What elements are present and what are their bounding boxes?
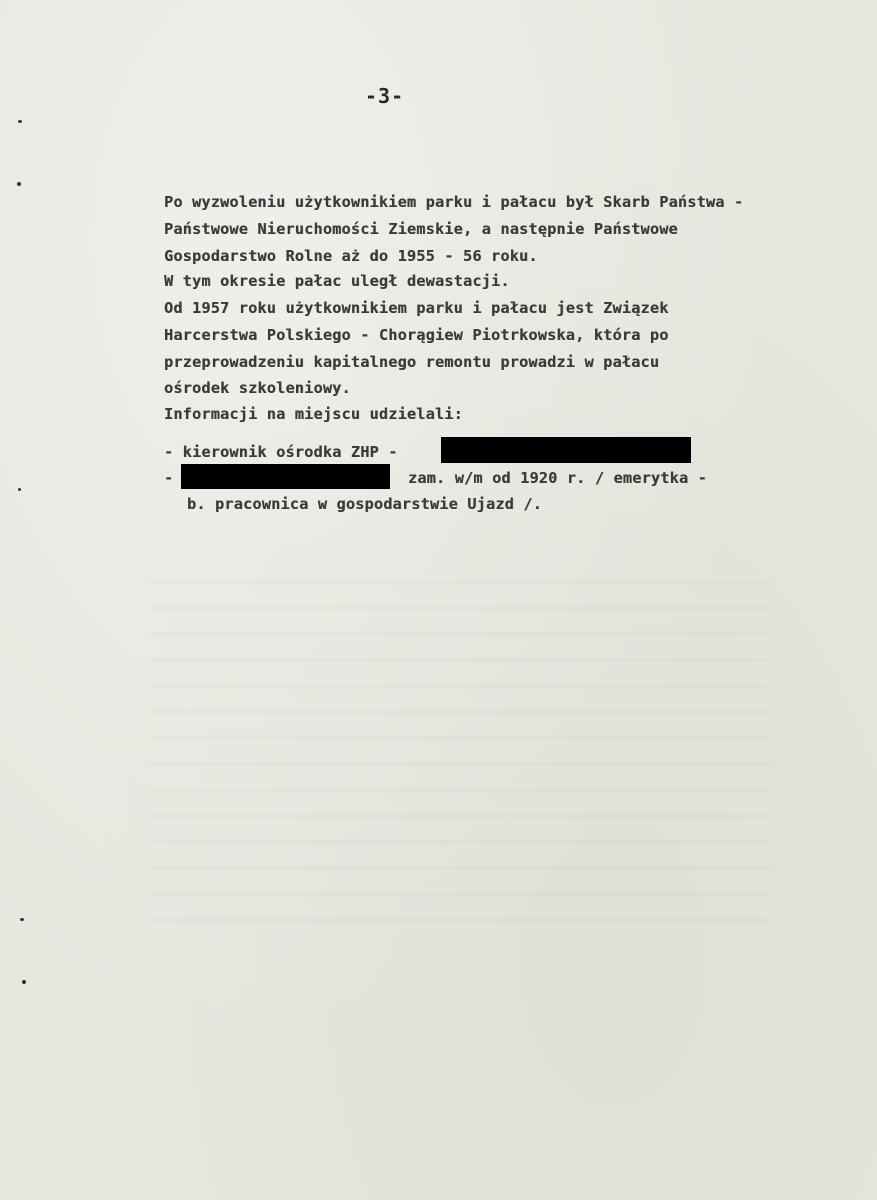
margin-speck [17,182,21,186]
margin-speck [20,918,24,921]
informant-2-details-cont: b. pracownica w gospodarstwie Ujazd /. [187,495,543,513]
margin-speck [22,980,26,984]
redaction-bar [181,464,390,489]
body-line: W tym okresie pałac uległ dewastacji. [164,272,510,290]
body-line: Harcerstwa Polskiego - Chorągiew Piotrkowska, która po [164,326,669,344]
body-line: Państwowe Nieruchomości Ziemskie, a następnie Państwowe [164,220,678,238]
body-line: Gospodarstwo Rolne aż do 1955 - 56 roku. [164,247,538,265]
body-line: Od 1957 roku użytkownikiem parku i pałacu jest Związek [164,299,669,317]
body-line: Po wyzwoleniu użytkownikiem parku i pałacu był Skarb Państwa - [164,193,744,211]
body-line: ośrodek szkoleniowy. [164,379,351,397]
page-number: -3- [365,84,405,108]
margin-speck [18,120,22,123]
body-line: Informacji na miejscu udzielali: [164,405,463,423]
bleed-through-text [150,560,770,940]
body-line: przeprowadzeniu kapitalnego remontu prowadzi w pałacu [164,353,660,371]
informant-2-details: zam. w/m od 1920 r. / emerytka - [408,469,707,487]
redaction-bar [441,437,691,463]
margin-speck [18,488,21,491]
informant-2-dash: - [164,469,174,487]
informant-1-label: - kierownik ośrodka ZHP - [164,443,398,461]
